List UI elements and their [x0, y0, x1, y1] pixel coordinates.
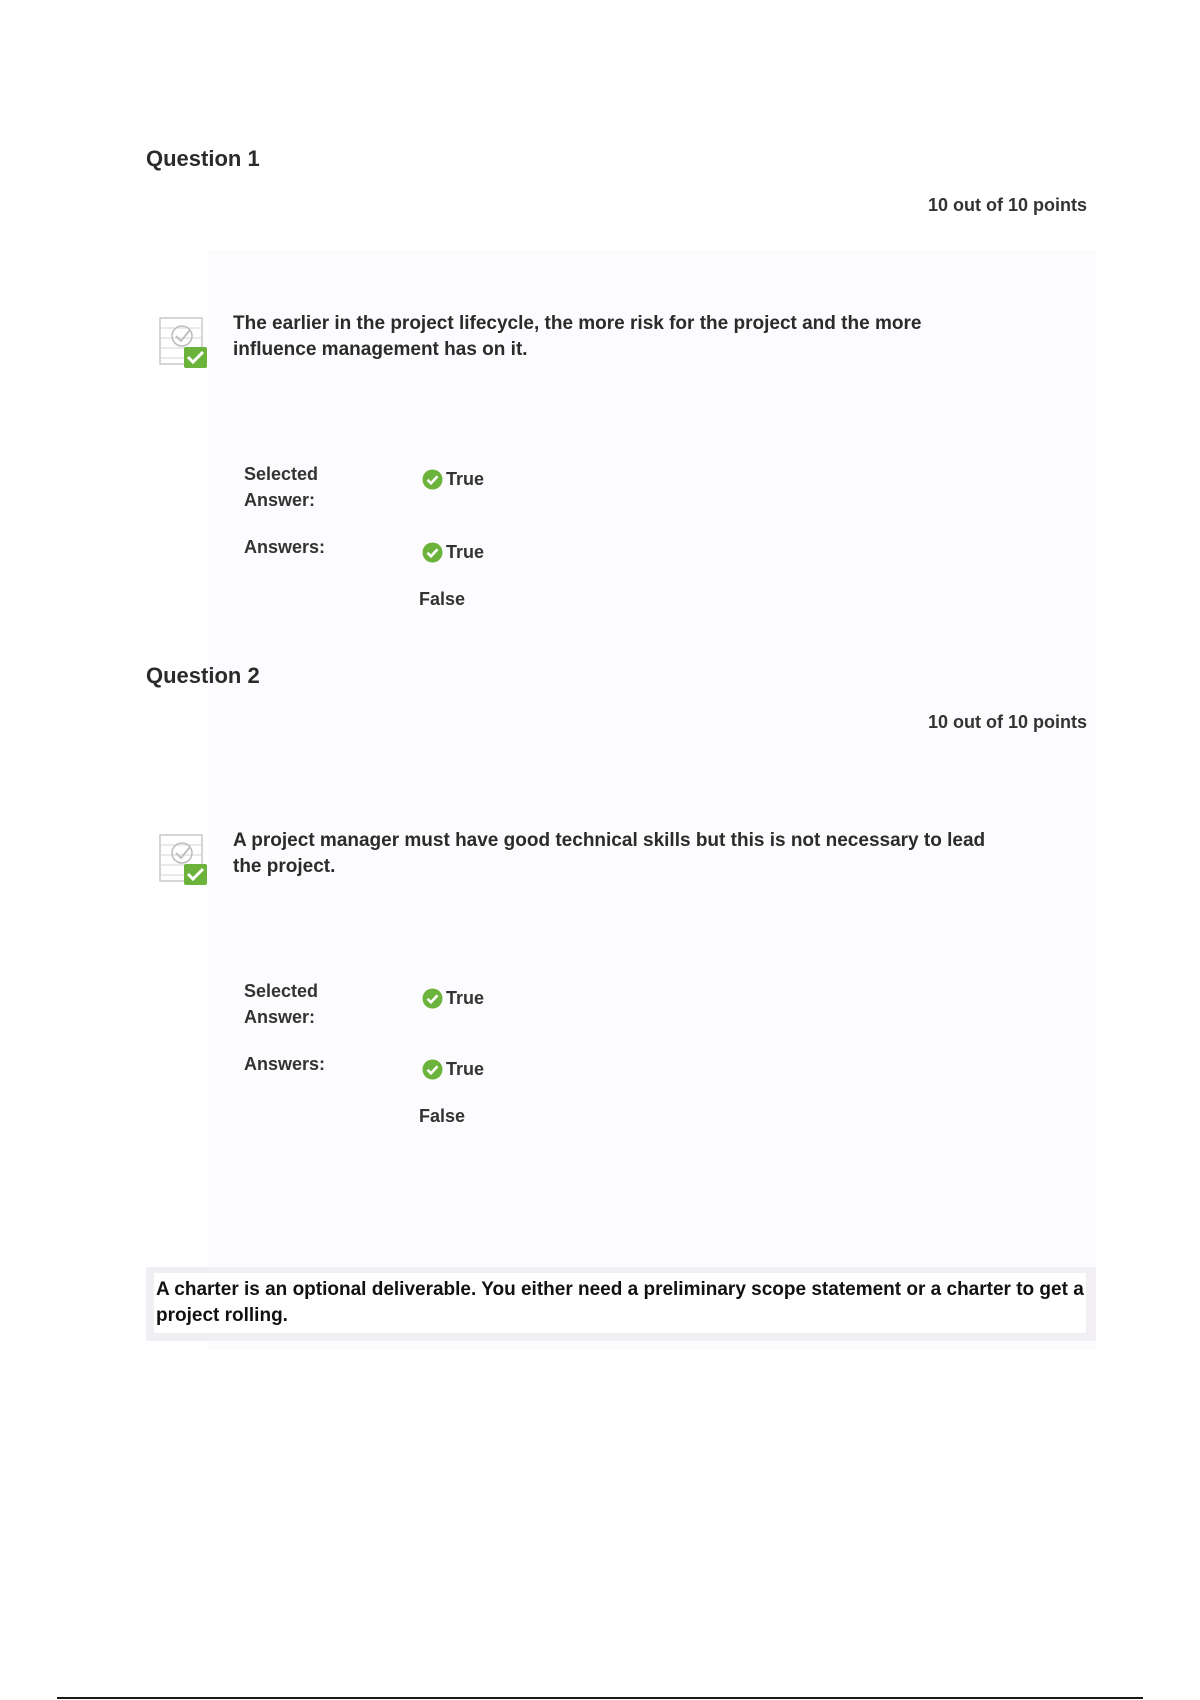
feedback-text: A charter is an optional deliverable. You either need a preliminary scope statement or a charter to get a project rolling. — [154, 1273, 1086, 1333]
check-circle-icon — [422, 469, 443, 490]
question-points: 10 out of 10 points — [927, 712, 1087, 732]
selected-answer-label: Selected Answer: — [244, 981, 319, 1027]
selected-answer — [422, 466, 484, 492]
answers-label: Answers: — [244, 537, 326, 557]
page-bottom-rule — [57, 1697, 1143, 1699]
answers-label: Answers: — [244, 1054, 326, 1074]
correct-question-icon — [156, 831, 212, 887]
selected-answer — [422, 985, 484, 1011]
selected-answer-value: True — [446, 468, 485, 489]
answer-option-label: True — [446, 1058, 485, 1079]
answer-option-correct — [422, 1056, 484, 1082]
question-text: The earlier in the project lifecycle, the more risk for the project and the more influence management has on it. — [233, 313, 922, 360]
selected-answer-label: Selected Answer: — [244, 464, 319, 510]
answer-option-correct — [422, 539, 484, 565]
answer-option: False — [419, 589, 466, 609]
correct-question-icon — [156, 314, 212, 370]
check-circle-icon — [422, 542, 443, 563]
question-title: Question 1 — [146, 146, 260, 171]
question-points: 10 out of 10 points — [927, 195, 1087, 215]
feedback-box — [146, 1267, 1096, 1341]
selected-answer-value: True — [446, 987, 485, 1008]
check-circle-icon — [422, 1059, 443, 1080]
content-background — [208, 250, 1096, 1350]
answer-option: False — [419, 1106, 466, 1126]
question-text: A project manager must have good technical skills but this is not necessary to lead the project. — [233, 830, 986, 877]
answer-option-label: True — [446, 541, 485, 562]
check-circle-icon — [422, 988, 443, 1009]
question-title: Question 2 — [146, 663, 260, 688]
